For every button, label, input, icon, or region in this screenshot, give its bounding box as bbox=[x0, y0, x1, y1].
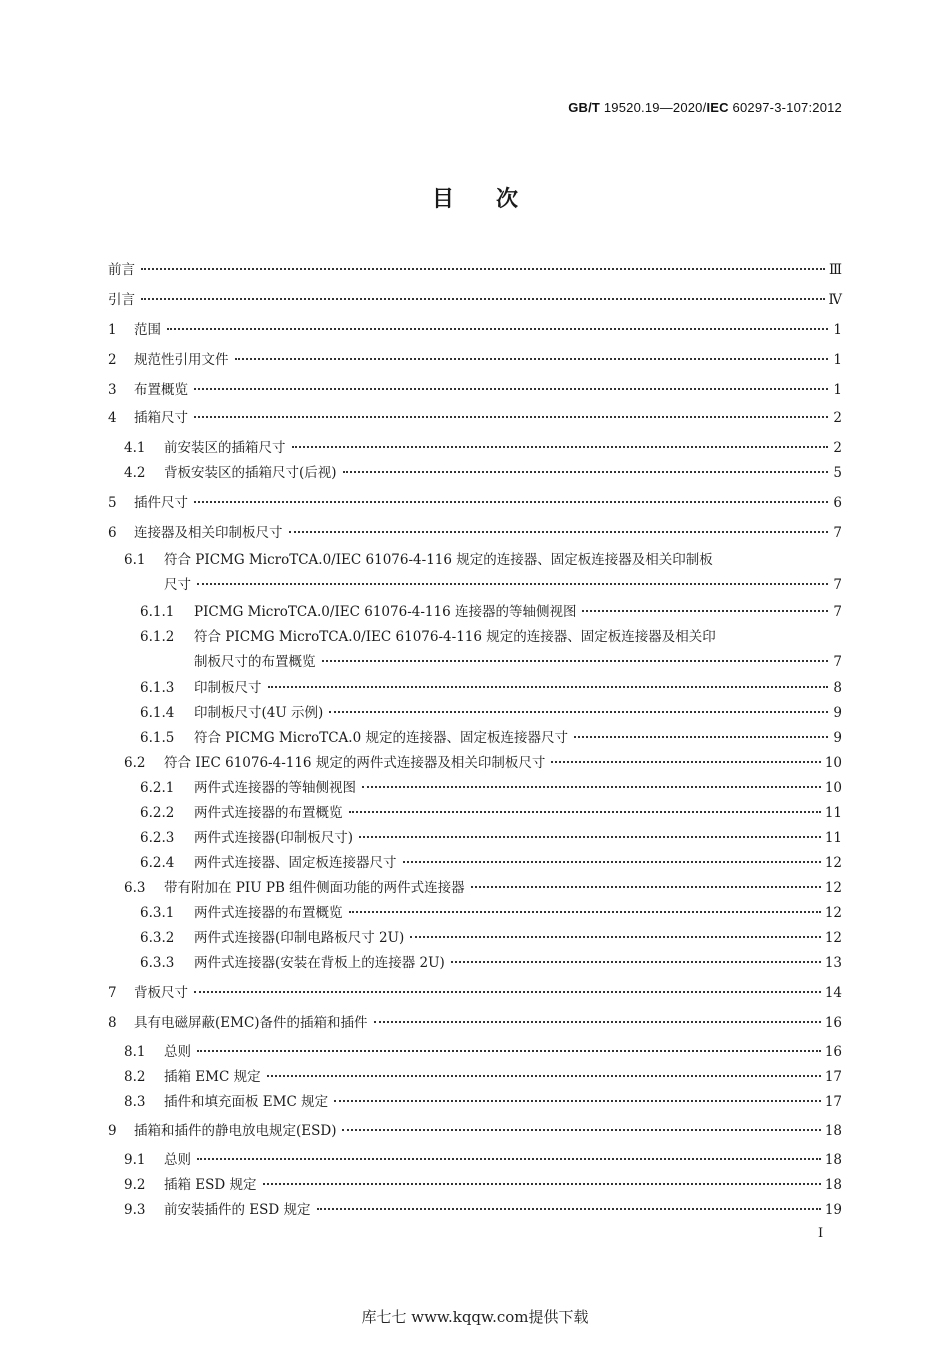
toc-entry-label: 总则 bbox=[164, 1152, 191, 1168]
toc-entry-label: 布置概览 bbox=[134, 382, 188, 398]
dot-leader bbox=[194, 500, 828, 503]
toc-entry-number: 7 bbox=[108, 985, 117, 1001]
dot-leader bbox=[362, 785, 821, 788]
toc-entry-label: 插箱 ESD 规定 bbox=[164, 1177, 257, 1193]
dot-leader bbox=[471, 885, 821, 888]
toc-entry[interactable] bbox=[108, 320, 842, 340]
toc-entry[interactable] bbox=[124, 1150, 842, 1170]
toc-entry-number: 6.1.2 bbox=[140, 629, 175, 645]
dot-leader bbox=[451, 960, 821, 963]
toc-entry[interactable] bbox=[108, 1121, 842, 1141]
dot-leader bbox=[359, 835, 821, 838]
dot-leader bbox=[292, 445, 829, 448]
toc-entry-number: 9.3 bbox=[124, 1202, 146, 1218]
toc-entry-page: 7 bbox=[833, 654, 842, 670]
toc-entry-page: Ⅲ bbox=[828, 262, 842, 278]
toc-entry-label: 两件式连接器的布置概览 bbox=[194, 905, 343, 921]
toc-entry-page: 11 bbox=[824, 805, 842, 821]
dot-leader bbox=[343, 470, 828, 473]
toc-entry-number: 2 bbox=[108, 352, 117, 368]
toc-entry-page: 17 bbox=[824, 1069, 842, 1085]
dot-leader bbox=[334, 1099, 821, 1102]
toc-entry-number: 6.1.1 bbox=[140, 604, 175, 620]
toc-entry-label: 带有附加在 PIU PB 组件侧面功能的两件式连接器 bbox=[164, 880, 465, 896]
toc-entry-page: 16 bbox=[824, 1015, 842, 1031]
dot-leader bbox=[194, 415, 828, 418]
toc-entry-label: 两件式连接器(安装在背板上的连接器 2U) bbox=[194, 955, 445, 971]
toc-entry-line[interactable] bbox=[140, 627, 716, 647]
toc-entry-page: 8 bbox=[833, 680, 842, 696]
standard-number-header bbox=[568, 100, 842, 115]
dot-leader bbox=[194, 990, 821, 993]
toc-entry-number: 4 bbox=[108, 410, 117, 426]
toc-entry-page: 10 bbox=[824, 755, 842, 771]
dot-leader bbox=[235, 357, 829, 360]
toc-entry-page: 7 bbox=[833, 604, 842, 620]
toc-entry-label: 符合 PICMG MicroTCA.0 规定的连接器、固定板连接器尺寸 bbox=[194, 730, 568, 746]
toc-entry[interactable] bbox=[124, 878, 842, 898]
toc-entry[interactable] bbox=[124, 1042, 842, 1062]
toc-entry[interactable] bbox=[164, 575, 842, 595]
toc-entry-page: 5 bbox=[833, 465, 842, 481]
toc-entry[interactable] bbox=[124, 1067, 842, 1087]
toc-entry-label: 两件式连接器(印制电路板尺寸 2U) bbox=[194, 930, 405, 946]
dot-leader bbox=[349, 810, 821, 813]
toc-entry-page: 13 bbox=[824, 955, 842, 971]
toc-entry[interactable] bbox=[140, 928, 842, 948]
toc-entry-number: 6.2.4 bbox=[140, 855, 175, 871]
toc-entry-label: 背板安装区的插箱尺寸(后视) bbox=[164, 465, 337, 481]
toc-entry-label: 符合 PICMG MicroTCA.0/IEC 61076-4-116 规定的连接器、固定板连接器及相关印 bbox=[194, 629, 716, 645]
toc-entry-number: 6.2 bbox=[124, 755, 146, 771]
toc-entry[interactable] bbox=[140, 728, 842, 748]
toc-entry-page: 7 bbox=[833, 577, 842, 593]
dot-leader bbox=[317, 1207, 821, 1210]
toc-entry-page: 12 bbox=[824, 855, 842, 871]
dot-leader bbox=[197, 1049, 821, 1052]
footer-download-note: 库七七 www.kqqw.com提供下载 bbox=[361, 1308, 589, 1326]
toc-entry[interactable] bbox=[140, 678, 842, 698]
toc-entry-page: 19 bbox=[824, 1202, 842, 1218]
toc-entry[interactable] bbox=[140, 828, 842, 848]
toc-entry[interactable] bbox=[194, 652, 842, 672]
toc-entry-number: 9 bbox=[108, 1123, 117, 1139]
iec-number: 60297-3-107:2012 bbox=[728, 100, 842, 115]
toc-entry-label: 两件式连接器(印制板尺寸) bbox=[194, 830, 354, 846]
toc-entry-number: 1 bbox=[108, 322, 117, 338]
toc-entry[interactable] bbox=[108, 260, 842, 280]
dot-leader bbox=[289, 530, 829, 533]
toc-entry[interactable] bbox=[140, 703, 842, 723]
toc-entry-number: 6.2.1 bbox=[140, 780, 175, 796]
toc-entry-label: 前安装插件的 ESD 规定 bbox=[164, 1202, 311, 1218]
toc-entry-number: 4.1 bbox=[124, 440, 146, 456]
toc-entry-number: 3 bbox=[108, 382, 117, 398]
toc-entry-number: 8 bbox=[108, 1015, 117, 1031]
page-number: I bbox=[818, 1226, 824, 1241]
toc-entry-page: 1 bbox=[833, 322, 842, 338]
toc-entry[interactable] bbox=[108, 350, 842, 370]
toc-entry-page: 12 bbox=[824, 905, 842, 921]
toc-entry[interactable] bbox=[140, 602, 842, 622]
toc-entry-page: 18 bbox=[824, 1152, 842, 1168]
toc-entry-label: 符合 PICMG MicroTCA.0/IEC 61076-4-116 规定的连接器、固定板连接器及相关印制板 bbox=[164, 552, 713, 568]
toc-entry[interactable] bbox=[140, 853, 842, 873]
toc-entry-page: 9 bbox=[833, 705, 842, 721]
toc-entry-number: 6 bbox=[108, 525, 117, 541]
std-number: 19520.19—2020/ bbox=[600, 100, 707, 115]
std-prefix: GB/T bbox=[568, 100, 601, 115]
toc-entry-label: 前安装区的插箱尺寸 bbox=[164, 440, 286, 456]
dot-leader bbox=[322, 659, 829, 662]
toc-entry-number: 6.3.2 bbox=[140, 930, 175, 946]
dot-leader bbox=[263, 1182, 821, 1185]
dot-leader bbox=[167, 327, 828, 330]
dot-leader bbox=[194, 387, 828, 390]
dot-leader bbox=[582, 609, 828, 612]
dot-leader bbox=[374, 1020, 821, 1023]
toc-entry-page: 11 bbox=[824, 830, 842, 846]
toc-entry-label-continued: 尺寸 bbox=[164, 577, 191, 593]
toc-entry-number: 6.1 bbox=[124, 552, 146, 568]
toc-entry-label: 总则 bbox=[164, 1044, 191, 1060]
toc-entry-page: 1 bbox=[833, 352, 842, 368]
toc-entry-page: 9 bbox=[833, 730, 842, 746]
toc-entry-page: 6 bbox=[833, 495, 842, 511]
toc-entry-label: 两件式连接器、固定板连接器尺寸 bbox=[194, 855, 397, 871]
toc-entry-number: 6.2.3 bbox=[140, 830, 175, 846]
toc-entry-number: 8.1 bbox=[124, 1044, 146, 1060]
toc-entry-number: 4.2 bbox=[124, 465, 146, 481]
toc-entry-page: 18 bbox=[824, 1123, 842, 1139]
dot-leader bbox=[349, 910, 821, 913]
toc-entry-label: 引言 bbox=[108, 292, 135, 308]
toc-entry-number: 6.3 bbox=[124, 880, 146, 896]
dot-leader bbox=[268, 685, 829, 688]
toc-title: 目次 bbox=[431, 186, 560, 212]
toc-entry[interactable] bbox=[108, 1013, 842, 1033]
toc-entry-number: 6.1.5 bbox=[140, 730, 175, 746]
toc-entry-number: 5 bbox=[108, 495, 117, 511]
iec-prefix: IEC bbox=[706, 100, 729, 115]
toc-entry[interactable] bbox=[108, 523, 842, 543]
toc-entry-page: 16 bbox=[824, 1044, 842, 1060]
toc-entry[interactable] bbox=[108, 380, 842, 400]
toc-entry-number: 9.2 bbox=[124, 1177, 146, 1193]
toc-entry[interactable] bbox=[108, 290, 842, 310]
dot-leader bbox=[197, 582, 828, 585]
toc-entry-label: 背板尺寸 bbox=[134, 985, 188, 1001]
toc-entry[interactable] bbox=[140, 778, 842, 798]
toc-entry-number: 6.3.3 bbox=[140, 955, 175, 971]
toc-entry-label: 连接器及相关印制板尺寸 bbox=[134, 525, 283, 541]
toc-entry[interactable] bbox=[124, 1175, 842, 1195]
toc-entry[interactable] bbox=[124, 438, 842, 458]
toc-entry-page: 1 bbox=[833, 382, 842, 398]
toc-entry[interactable] bbox=[108, 493, 842, 513]
toc-entry-page: 18 bbox=[824, 1177, 842, 1193]
toc-entry-number: 8.2 bbox=[124, 1069, 146, 1085]
toc-entry[interactable] bbox=[108, 408, 842, 428]
toc-entry-label: 规范性引用文件 bbox=[134, 352, 229, 368]
toc-entry-label: 两件式连接器的等轴侧视图 bbox=[194, 780, 356, 796]
toc-entry-page: 2 bbox=[833, 410, 842, 426]
dot-leader bbox=[141, 267, 825, 270]
toc-entry-label: 前言 bbox=[108, 262, 135, 278]
toc-entry-label: 范围 bbox=[134, 322, 161, 338]
dot-leader bbox=[267, 1074, 821, 1077]
dot-leader bbox=[329, 710, 828, 713]
toc-entry-page: 17 bbox=[824, 1094, 842, 1110]
dot-leader bbox=[574, 735, 828, 738]
toc-entry-label: 印制板尺寸 bbox=[194, 680, 262, 696]
toc-entry[interactable] bbox=[124, 753, 842, 773]
toc-entry-number: 6.3.1 bbox=[140, 905, 175, 921]
toc-entry-label-continued: 制板尺寸的布置概览 bbox=[194, 654, 316, 670]
toc-entry-page: 12 bbox=[824, 930, 842, 946]
toc-entry[interactable] bbox=[140, 953, 842, 973]
toc-entry-page: 12 bbox=[824, 880, 842, 896]
toc-entry-label: 插箱和插件的静电放电规定(ESD) bbox=[134, 1123, 337, 1139]
toc-entry-label: 插箱尺寸 bbox=[134, 410, 188, 426]
toc-entry-label: 印制板尺寸(4U 示例) bbox=[194, 705, 324, 721]
dot-leader bbox=[197, 1157, 821, 1160]
toc-entry-label: 插件和填充面板 EMC 规定 bbox=[164, 1094, 329, 1110]
toc-entry-label: 插箱 EMC 规定 bbox=[164, 1069, 261, 1085]
dot-leader bbox=[551, 760, 820, 763]
toc-entry-number: 6.1.3 bbox=[140, 680, 175, 696]
toc-entry-number: 8.3 bbox=[124, 1094, 146, 1110]
toc-entry-page: Ⅳ bbox=[828, 292, 842, 308]
toc-entry[interactable] bbox=[108, 983, 842, 1003]
toc-entry-page: 2 bbox=[833, 440, 842, 456]
toc-entry-page: 10 bbox=[824, 780, 842, 796]
toc-entry-number: 6.1.4 bbox=[140, 705, 175, 721]
toc-entry-page: 7 bbox=[833, 525, 842, 541]
toc-entry[interactable] bbox=[140, 803, 842, 823]
toc-entry-line[interactable] bbox=[124, 550, 713, 570]
toc-entry[interactable] bbox=[140, 903, 842, 923]
toc-entry-page: 14 bbox=[824, 985, 842, 1001]
toc-entry-label: 插件尺寸 bbox=[134, 495, 188, 511]
dot-leader bbox=[403, 860, 821, 863]
dot-leader bbox=[141, 297, 825, 300]
toc-entry-number: 6.2.2 bbox=[140, 805, 175, 821]
toc-entry[interactable] bbox=[124, 463, 842, 483]
toc-entry-label: PICMG MicroTCA.0/IEC 61076-4-116 连接器的等轴侧视图 bbox=[194, 604, 577, 620]
toc-entry-label: 符合 IEC 61076-4-116 规定的两件式连接器及相关印制板尺寸 bbox=[164, 755, 546, 771]
toc-entry-label: 具有电磁屏蔽(EMC)备件的插箱和插件 bbox=[134, 1015, 368, 1031]
toc-entry-label: 两件式连接器的布置概览 bbox=[194, 805, 343, 821]
dot-leader bbox=[410, 935, 821, 938]
toc-entry-number: 9.1 bbox=[124, 1152, 146, 1168]
toc-entry[interactable] bbox=[124, 1200, 842, 1220]
toc-entry[interactable] bbox=[124, 1092, 842, 1112]
dot-leader bbox=[342, 1128, 820, 1131]
